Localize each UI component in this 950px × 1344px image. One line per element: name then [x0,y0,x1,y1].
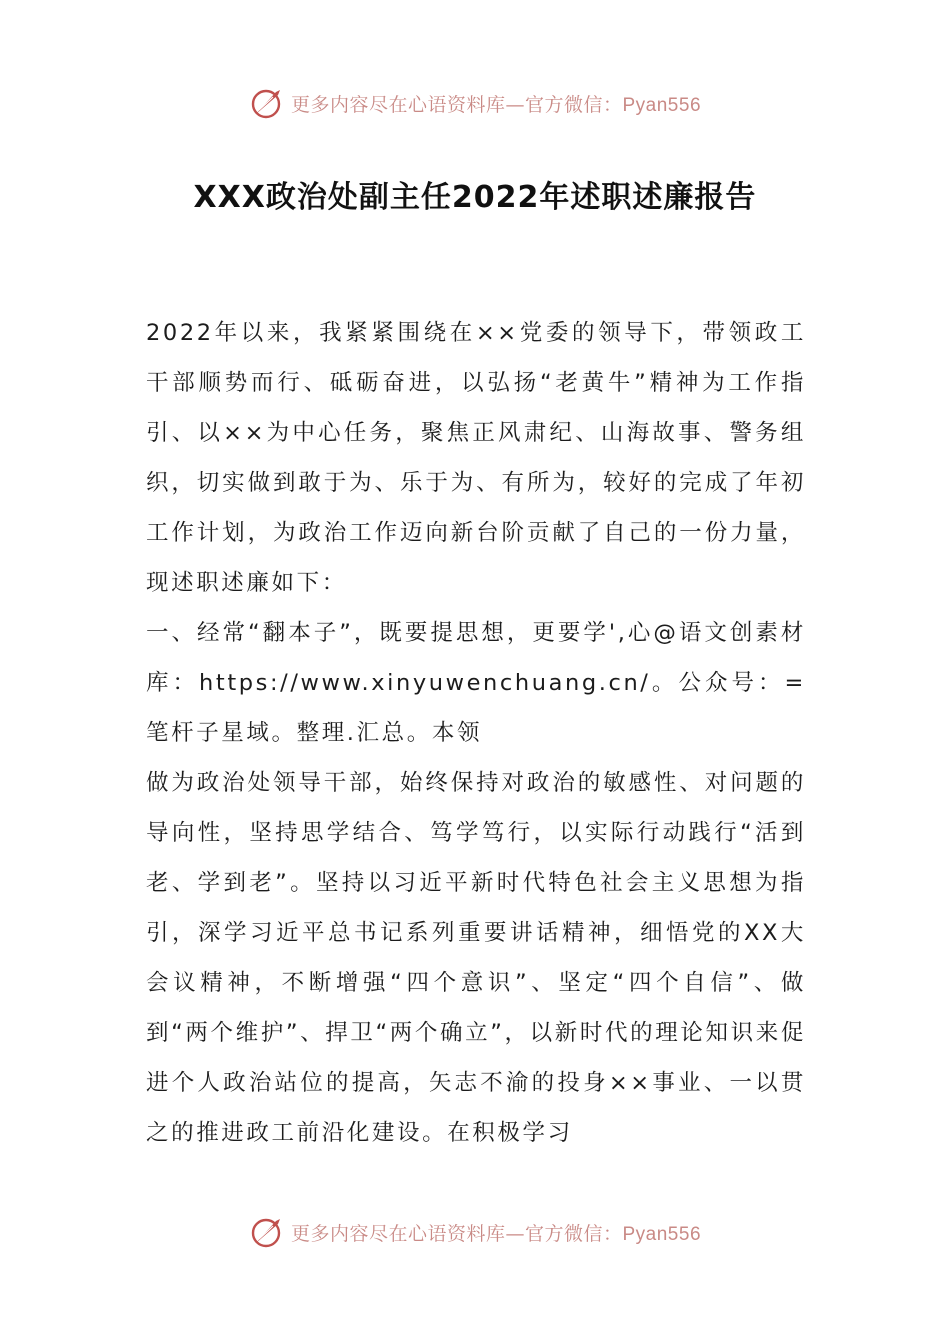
watermark-text: 更多内容尽在心语资料库—官方微信：Pyan556 [290,93,702,116]
paragraph-heading-1: 一、经常“翻本子”，既要提思想，更要学',心@语文创素材库：https://www.xinyuwenchuang.cn/。公众号：=笔杆子星域。整理.汇总。本领 [146,620,806,746]
footer-watermark [0,1212,950,1252]
document-body [146,308,806,1158]
header-watermark [0,83,950,123]
quill-logo-icon [249,85,285,121]
quill-logo-icon [249,1214,285,1250]
paragraph-intro: 2022年以来，我紧紧围绕在××党委的领导下，带领政工干部顺势而行、砥砺奋进，以弘扬“老黄牛”精神为工作指引、以××为中心任务，聚焦正风肃纪、山海故事、警务组织，切实做到敢于为、乐于为、有所为，较好的完成了年初工作计划，为政治工作迈向新台阶贡献了自己的一份力量，现述职述廉如下： [146,320,806,596]
paragraph-section-1: 做为政治处领导干部，始终保持对政治的敏感性、对问题的导向性，坚持思学结合、笃学笃行，以实际行动践行“活到老、学到老”。坚持以习近平新时代特色社会主义思想为指引，深学习近平总书记系列重要讲话精神，细悟党的XX大会议精神，不断增强“四个意识”、坚定“四个自信”、做到“两个维护”、捍卫“两个确立”，以新时代的理论知识来促进个人政治站位的提高，矢志不渝的投身××事业、一以贯之的推进政工前沿化建设。在积极学习 [146,770,806,1146]
document-title: XXX政治处副主任2022年述职述廉报告 [193,180,757,215]
watermark-text: 更多内容尽在心语资料库—官方微信：Pyan556 [290,1222,702,1245]
